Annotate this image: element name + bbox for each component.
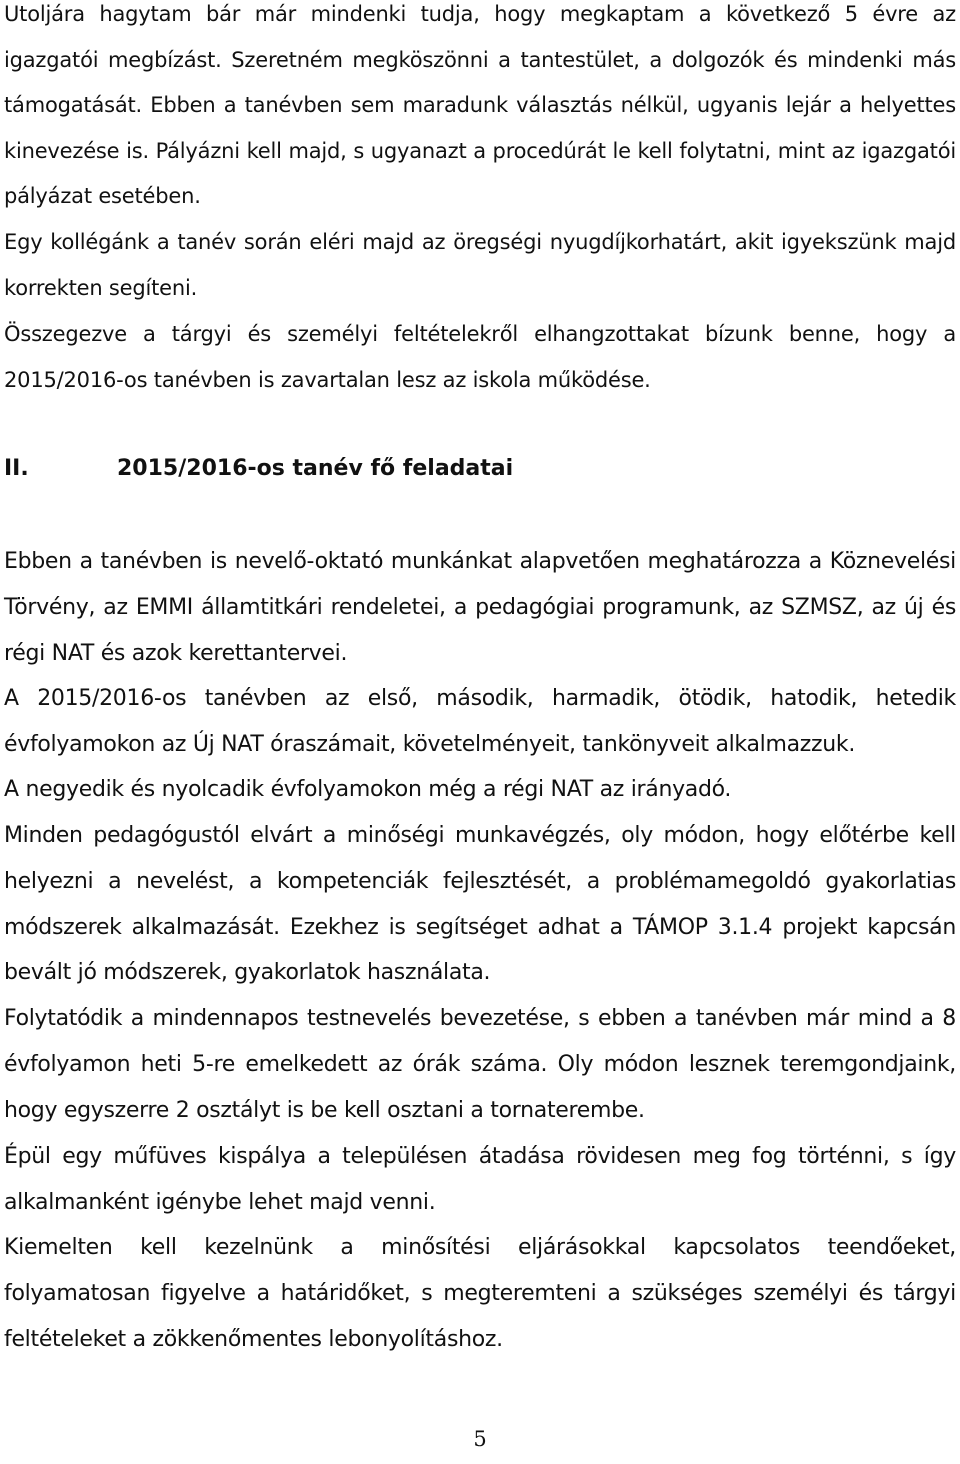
paragraph-legal-framework: Ebben a tanévben is nevelő-oktató munkánkat alapvetően meghatározza a Köznevelési Törvény, az EMMI államtitkári rendeletei, a pedagógiai programunk, az SZMSZ, az új és régi NAT és azok kerettantervei. (4, 549, 956, 666)
page-number: 5 (473, 1427, 487, 1451)
paragraph-old-nat: A negyedik és nyolcadik évfolyamokon még a régi NAT az irányadó. (4, 777, 732, 802)
paragraph-physical-education: Folytatódik a mindennapos testnevelés bevezetése, s ebben a tanévben már mind a 8 évfolyamon heti 5-re emelkedett az órák száma. Oly módon lesznek teremgondjaink, hogy egyszerre 2 osztályt is be kell osztani a tornaterembe. (4, 1006, 956, 1123)
paragraph-sports-field: Épül egy műfüves kispálya a településen átadása rövidesen meg fog történni, s így alkalmanként igénybe lehet majd venni. (4, 1144, 956, 1215)
paragraph-new-nat: A 2015/2016-os tanévben az első, második, harmadik, ötödik, hatodik, hetedik évfolyamokon az Új NAT óraszámait, követelményeit, tankönyveit alkalmazzuk. (4, 686, 956, 757)
paragraph-summary: Összegezve a tárgyi és személyi feltételekről elhangzottakat bízunk benne, hogy a 2015/2016-os tanévben is zavartalan lesz az iskola működése. (4, 322, 956, 392)
section-title: 2015/2016-os tanév fő feladatai (117, 456, 514, 481)
paragraph-director-mandate: Utoljára hagytam bár már mindenki tudja, hogy megkaptam a következő 5 évre az igazgatói megbízást. Szeretném megköszönni a tantestület, a dolgozók és mindenki más támogatását. Ebben a tanévben sem maradunk választás nélkül, ugyanis lejár a helyettes kinevezése is. Pályázni kell majd, s ugyanazt a procedúrát le kell folytatni, mint az igazgatói pályázat esetében. (4, 2, 956, 209)
section-number: II. (4, 456, 29, 481)
section-heading (4, 446, 513, 492)
paragraph-qualification: Kiemelten kell kezelnünk a minősítési eljárásokkal kapcsolatos teendőeket, folyamatosan figyelve a határidőket, s megteremteni a szükséges személyi és tárgyi feltételeket a zökkenőmentes lebonyolításhoz. (4, 1235, 956, 1352)
paragraph-retirement: Egy kollégánk a tanév során eléri majd az öregségi nyugdíjkorhatárt, akit igyekszünk majd korrekten segíteni. (4, 230, 956, 300)
paragraph-quality-work: Minden pedagógustól elvárt a minőségi munkavégzés, oly módon, hogy előtérbe kell helyezni a nevelést, a kompetenciák fejlesztését, a problémamegoldó gyakorlatias módszerek alkalmazását. Ezekhez is segítséget adhat a TÁMOP 3.1.4 projekt kapcsán bevált jó módszerek, gyakorlatok használata. (4, 823, 956, 986)
